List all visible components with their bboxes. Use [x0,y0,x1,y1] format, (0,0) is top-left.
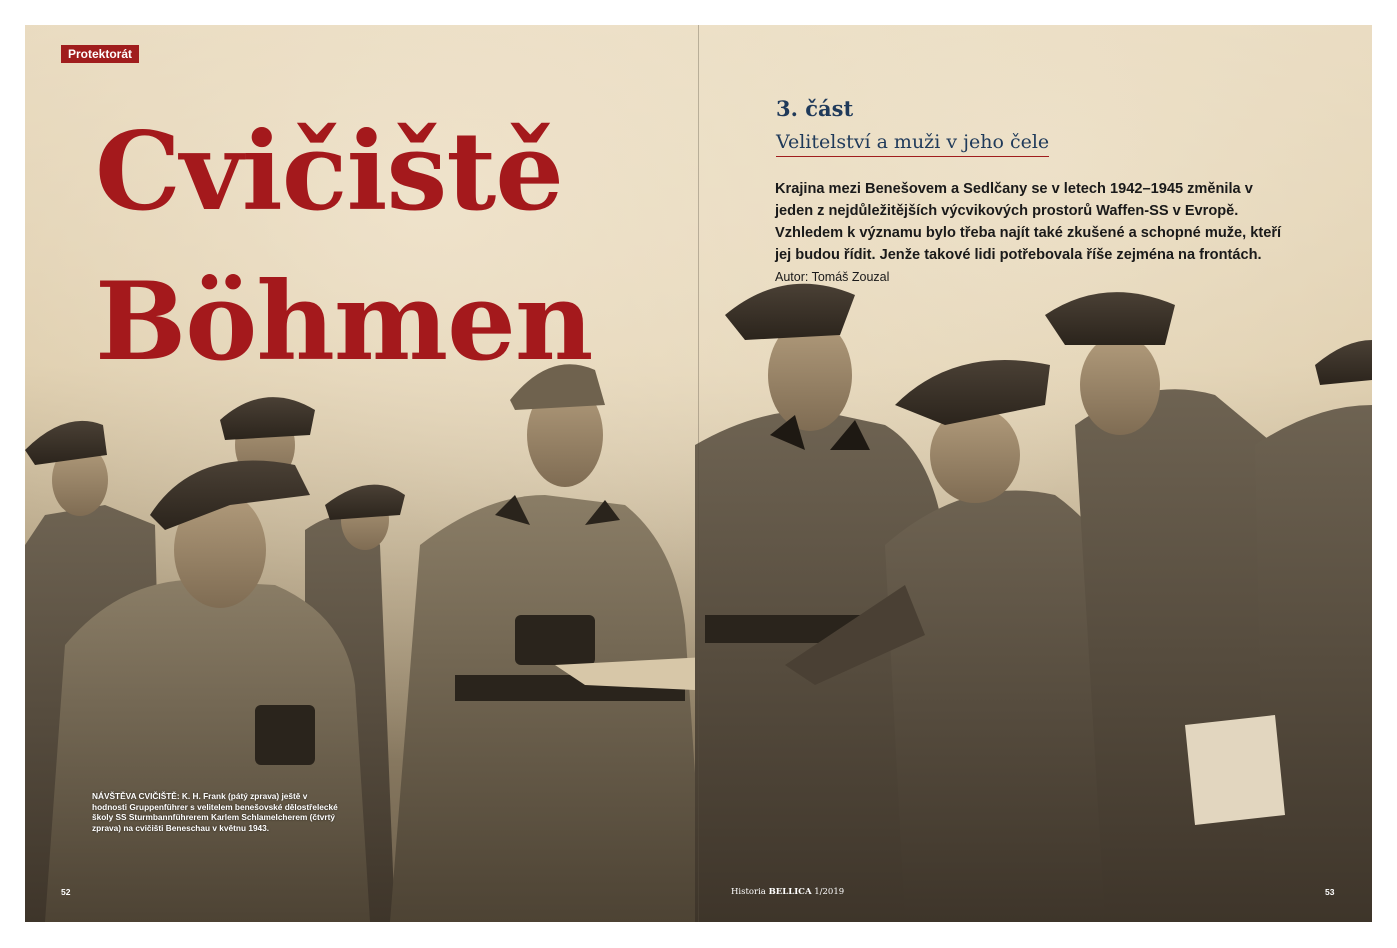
officer-right-3-cap [1045,292,1175,345]
lead-text: Krajina mezi Benešovem a Sedlčany se v letech 1942–1945 změnila v jeden z nejdůležitějších výcvikových prostorů Waffen-SS v Evropě. Vzhledem k významu bylo třeba najít také zkušené a schopné muže, kteří jej budou řídit. Jenže takové lidi potřebovala říše zejména na frontách. [775,181,1282,263]
magazine-footer [731,887,844,897]
article-subtitle: Velitelství a muži v jeho čele [776,129,1049,157]
officer-back-1-cap [220,397,315,440]
photo-caption [92,791,344,833]
footer-issue: 1/2019 [814,887,845,897]
officer-right-2-cap [895,360,1050,425]
officer-back-2-cap [325,485,405,520]
magazine-spread [25,25,1372,922]
officer-front-left-body [45,580,370,922]
section-tag: Protektorát [61,45,139,63]
binoculars-left [255,705,315,765]
author-credit: Autor: Tomáš Zouzal [775,270,890,284]
caption-label: NÁVŠTĚVA CVIČIŠTĚ: [92,791,180,801]
series-part: 3. část [776,96,854,121]
binoculars-center [515,615,595,665]
article-title [95,97,592,397]
officer-right-3-body [1075,389,1285,922]
lead-paragraph [775,178,1285,288]
caption-text: K. H. Frank (pátý zprava) ještě v hodnosti Gruppenführer s velitelem benešovské dělostřelecké školy SS Sturmbannführerem Karlem Schlamelcherem (čtvrtý zprava) na cvičišti Beneschau v květnu 1943. [92,791,338,833]
page-number-right: 53 [1325,887,1335,897]
held-papers [1185,715,1285,825]
officer-right-1-cap [725,284,855,340]
footer-prefix: Historia [731,887,766,897]
officer-right-4-body [1255,405,1372,922]
officer-right-4-cap [1315,340,1372,385]
officer-center-body [390,495,705,922]
title-line-1: Cvičiště [95,109,563,235]
page-gutter [698,25,699,922]
officer-right-3-face [1080,335,1160,435]
title-line-2: Böhmen [95,259,593,385]
page-number-left: 52 [61,887,71,897]
footer-brand: BELLICA [768,887,812,897]
